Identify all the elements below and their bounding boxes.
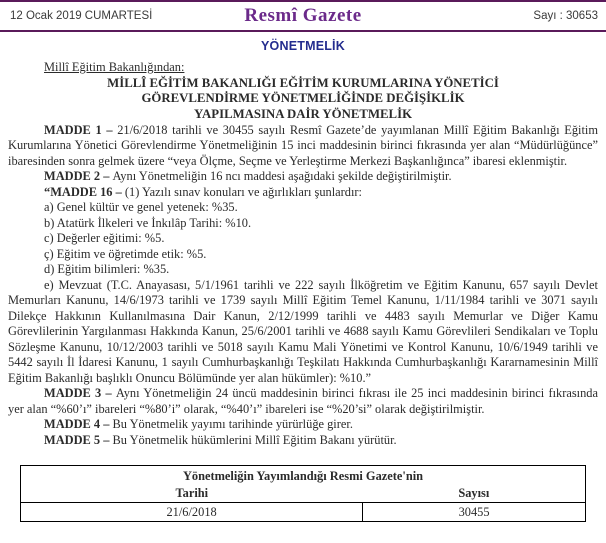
article-text: Bu Yönetmelik hükümlerini Millî Eğitim Bakanı yürütür. (112, 432, 397, 447)
article-number: “MADDE 16 – (44, 184, 125, 199)
list-item-d (8, 262, 598, 278)
list-item-e (8, 278, 598, 387)
list-item-text: ç) Eğitim ve öğretimde etik: %5. (44, 246, 207, 261)
article-text: Aynı Yönetmeliğin 16 ncı maddesi aşağıdaki şekilde değiştirilmiştir. (112, 169, 452, 184)
list-item-text: d) Eğitim bilimleri: %35. (44, 262, 170, 277)
publication-info-table (20, 465, 586, 522)
list-item-text: b) Atatürk İlkeleri ve İnkılâp Tarihi: %10. (44, 215, 252, 230)
column-header-date: Tarihi (21, 485, 363, 503)
article-number: MADDE 1 – (44, 122, 118, 137)
list-item-b (8, 216, 598, 232)
gazette-title: Resmî Gazete (244, 5, 362, 26)
article-number: MADDE 5 – (44, 432, 113, 447)
article-text: Bu Yönetmelik yayımı tarihinde yürürlüğe girer. (112, 417, 353, 432)
paragraph-madde-16 (8, 185, 598, 201)
issuer-text: Millî Eğitim Bakanlığından: (44, 60, 185, 74)
table-caption: Yönetmeliğin Yayımlandığı Resmi Gazete'nin (21, 466, 586, 486)
list-item-text: e) Mevzuat (T.C. Anayasası, 5/1/1961 tarihli ve 222 sayılı İlköğretim ve Eğitim Kanunu, 657 sayılı Devlet Memurları Kanunu, 14/6/1973 tarihli ve 1739 sayılı Millî Eğitim Temel Kanunu, 1/11/1984 tarihli ve 3071 sayılı Dilekçe Hakkının Kullanılmasına Dair Kanun, 2/12/1999 tarihli ve 4483 sayılı Memurlar ve Diğer Kamu Görevlilerinin Yargılanması Hakkında Kanun, 25/6/2001 tarihli ve 4688 sayılı Kamu Görevlileri Sendikaları ve Toplu Sözleşme Kanunu, 10/12/2003 tarihli ve 5018 sayılı Kamu Mali Yönetimi ve Kontrol Kanunu, 10/6/1949 tarihli ve 5442 sayılı İl İdaresi Kanunu, 1 sayılı Cumhurbaşkanlığı Teşkilatı Hakkında Cumhurbaşkanlığı Kararnamesinin Millî Eğitim Bakanlığı başlıklı Onuncu Bölümünde yer alan hükümler): %10.” (8, 277, 598, 385)
issuer-line (44, 60, 598, 76)
article-number: MADDE 4 – (44, 417, 113, 432)
list-item-text: c) Değerler eğitimi: %5. (44, 231, 165, 246)
gazette-issue-number: Sayı : 30653 (533, 10, 598, 22)
publication-date-cell: 21/6/2018 (21, 503, 363, 522)
section-heading: YÖNETMELİK (261, 39, 345, 53)
column-header-number: Sayısı (363, 485, 586, 503)
paragraph-madde-4 (8, 417, 598, 433)
paragraph-madde-3 (8, 386, 598, 417)
article-number: MADDE 2 – (44, 169, 113, 184)
publication-number-cell: 30455 (363, 503, 586, 522)
list-item-c (8, 231, 598, 247)
regulation-title-line-3: YAPILMASINA DAİR YÖNETMELİK (193, 106, 413, 121)
gazette-date: 12 Ocak 2019 CUMARTESİ (10, 10, 153, 22)
regulation-title-line-1: MİLLÎ EĞİTİM BAKANLIĞI EĞİTİM KURUMLARINA YÖNETİCİ (107, 75, 499, 90)
article-text: 21/6/2018 tarihli ve 30455 sayılı Resmî Gazete’de yayımlanan Millî Eğitim Bakanlığı Eğitim Kurumlarına Yönetici Görevlendirme Yönetmeliğinin 15 inci maddesinin birinci fıkrasında yer alan “Müdürlüğünce” ibaresinden sonra gelmek üzere “veya Ölçme, Seçme ve Yerleştirme Merkezi Başkanlığınca” ibaresi eklenmiştir. (8, 122, 598, 168)
masthead (0, 0, 606, 32)
regulation-title-line-2: GÖREVLENDİRME YÖNETMELİĞİNDE DEĞİŞİKLİK (141, 91, 465, 106)
list-item-text: a) Genel kültür ve genel yetenek: %35. (44, 200, 238, 215)
article-text: (1) Yazılı sınav konuları ve ağırlıkları şunlardır: (124, 184, 362, 199)
article-number: MADDE 3 – (44, 386, 116, 401)
paragraph-madde-1 (8, 123, 598, 170)
paragraph-madde-2 (8, 169, 598, 185)
article-text: Aynı Yönetmeliğin 24 üncü maddesinin birinci fıkrası ile 25 inci maddesinin birinci fıkrasında yer alan “%60’ı” ibareleri “%80’i” olarak, “%40’ı” ibareleri ise “%20’si” olarak değiştirilmiştir. (8, 386, 598, 416)
paragraph-madde-5 (8, 433, 598, 449)
regulation-title (8, 76, 598, 123)
list-item-cc (8, 247, 598, 263)
list-item-a (8, 200, 598, 216)
